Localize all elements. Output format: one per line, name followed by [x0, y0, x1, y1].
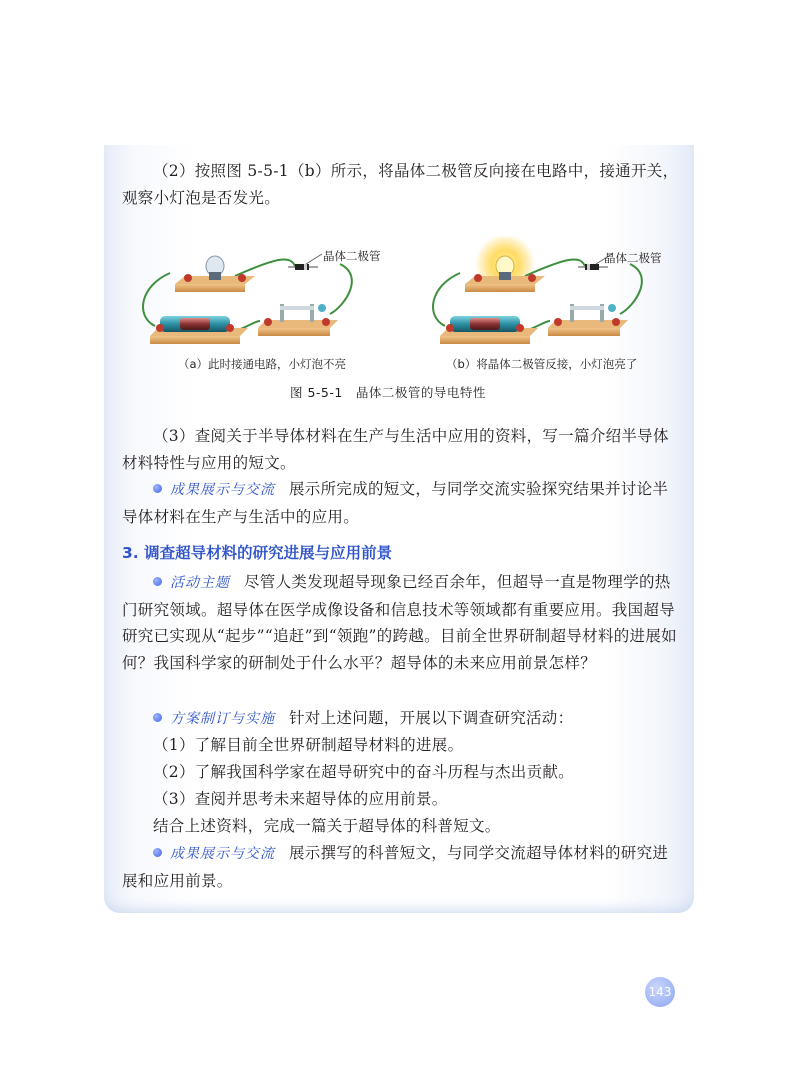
plan-tag: 方案制订与实施 [170, 711, 275, 727]
diode-circuit-figure [130, 236, 670, 406]
bullet-dot-icon [153, 713, 162, 722]
step2-text: （2）按照图 5-5-1（b）所示，将晶体二极管反向接在电路中，接通开关，观察小灯泡是否发光。 [122, 162, 679, 207]
bullet-dot-icon [153, 848, 162, 857]
step3-text: （3）查阅关于半导体材料在生产与生活中应用的资料，写一篇介绍半导体材料特性与应用的短文。 [122, 427, 669, 472]
theme-text: 尽管人类发现超导现象已经百余年，但超导一直是物理学的热门研究领域。超导体在医学成像设备和信息技术等领域都有重要应用。我国超导研究已实现从“起步”“追赶”到“领跑”的跨越。目前全世界研制超导材料的进展如何？我国科学家的研制处于什么水平？超导体的未来应用前景怎样？ [122, 573, 677, 672]
result1-tag: 成果展示与交流 [170, 482, 275, 498]
theme-tag: 活动主题 [170, 575, 230, 591]
list-item: （3）查阅并思考未来超导体的应用前景。 [153, 790, 448, 808]
plan-text: 针对上述问题，开展以下调查研究活动： [289, 709, 574, 727]
theme-paragraph [122, 569, 682, 676]
result2-tag: 成果展示与交流 [170, 846, 275, 862]
diode-label-a: 晶体二极管 [323, 249, 381, 263]
result2-text: 展示撰写的科普短文，与同学交流超导体材料的研究进展和应用前景。 [122, 844, 669, 890]
result1-paragraph [122, 476, 682, 530]
diode-label-b: 晶体二极管 [604, 251, 662, 265]
caption-b: （b）将晶体二极管反接，小灯泡亮了 [446, 357, 638, 371]
list-item: （2）了解我国科学家在超导研究中的奋斗历程与杰出贡献。 [153, 763, 574, 781]
section3-heading: 3. 调查超导材料的研究进展与应用前景 [122, 544, 393, 562]
list-item: （1）了解目前全世界研制超导材料的进展。 [153, 736, 464, 754]
circuit-a [143, 254, 352, 344]
bullet-dot-icon [153, 577, 162, 586]
combine-text: 结合上述资料，完成一篇关于超导体的科普短文。 [153, 817, 501, 835]
result1-text: 展示所完成的短文，与同学交流实验探究结果并讨论半导体材料在生产与生活中的应用。 [122, 480, 669, 526]
figure-title: 图 5-5-1 晶体二极管的导电特性 [290, 385, 486, 400]
caption-a: （a）此时接通电路，小灯泡不亮 [178, 357, 347, 371]
page-number: 143 [645, 977, 675, 1007]
plan-paragraph [122, 705, 682, 733]
bullet-dot-icon [153, 484, 162, 493]
result2-paragraph [122, 840, 682, 894]
